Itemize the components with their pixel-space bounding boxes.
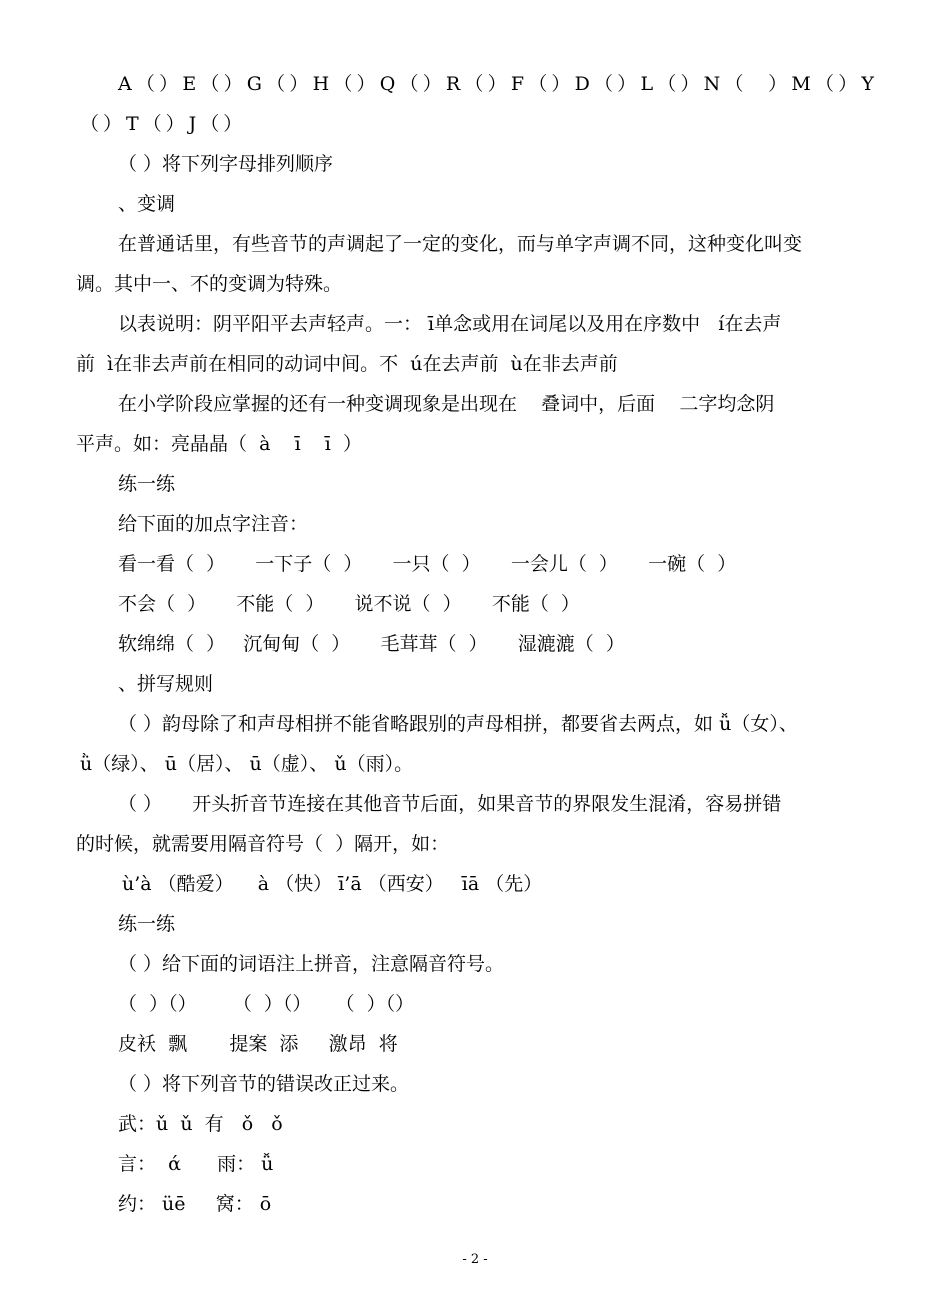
text-line: 前 ì在非去声前在相同的动词中间。不 ú在去声前 ù在非去声前 [76,353,618,375]
exercise-heading: 练一练 [118,913,176,935]
text-line: （ ）将下列字母排列顺序 [118,153,334,175]
text-line: 调。其中一、不的变调为特殊。 [76,273,343,295]
page-number: - 2 - [462,1252,488,1267]
text-line: （ ）将下列音节的错误改正过来。 [118,1073,410,1095]
text-line: 给下面的加点字注音： [118,513,309,535]
text-line: 在普通话里，有些音节的声调起了一定的变化，而与单字声调不同，这种变化叫变 [118,233,803,255]
exercise-row: 言： ά 雨： ǚ [118,1153,274,1175]
exercise-row: 约： üē 窝： ō [118,1193,272,1215]
text-line: 的时候，就需要用隔音符号（ ）隔开，如： [76,833,450,855]
exercise-row: 武：ǔ ǔ 有 ǒ ǒ [118,1113,283,1135]
text-line: 以表说明：阴平阳平去声轻声。一： ī单念或用在词尾以及用在序数中 í在去声 [118,313,782,335]
exercise-row: 软绵绵（ ） 沉甸甸（ ） 毛茸茸（ ） 湿漉漉（ ） [118,633,625,655]
text-line: （）T（）J（） [80,113,247,135]
exercise-row: 皮袄 飘 提案 添 激昂 将 [118,1033,398,1055]
text-line: （ ）韵母除了和声母相拼不能省略跟别的声母相拼，都要省去两点，如 ǚ（女）、 [118,713,798,735]
text-line: A（）E（）G（）H（）Q（）R（）F（）D（）L（）N（ ）M（）Y [118,73,879,95]
text-line: 在小学阶段应掌握的还有一种变调现象是出现在 叠词中，后面 二字均念阴 [118,393,775,415]
exercise-heading: 练一练 [118,473,176,495]
text-line: （ ） 开头折音节连接在其他音节后面，如果音节的界限发生混淆，容易拼错 [118,793,782,815]
text-line: ù’à （酷爱） à （快） ī’ā （西安） īā （先） [122,873,543,895]
exercise-row: 不会（ ） 不能（ ） 说不说（ ） 不能（ ） [118,593,580,615]
text-line: （ ）给下面的词语注上拼音，注意隔音符号。 [118,953,505,975]
text-line: 平声。如：亮晶晶（ à ī ī ） [76,433,362,455]
section-heading: 、拼写规则 [118,673,214,695]
exercise-row: （ ）（） （ ）（） （ ）（） [118,993,415,1015]
section-heading: 、变调 [118,193,176,215]
exercise-row: 看一看（ ） 一下子（ ） 一只（ ） 一会儿（ ） 一碗（ ） [118,553,737,575]
text-line: ǜ（绿）、 ū（居）、 ū（虚）、 ǔ（雨）。 [80,753,414,775]
